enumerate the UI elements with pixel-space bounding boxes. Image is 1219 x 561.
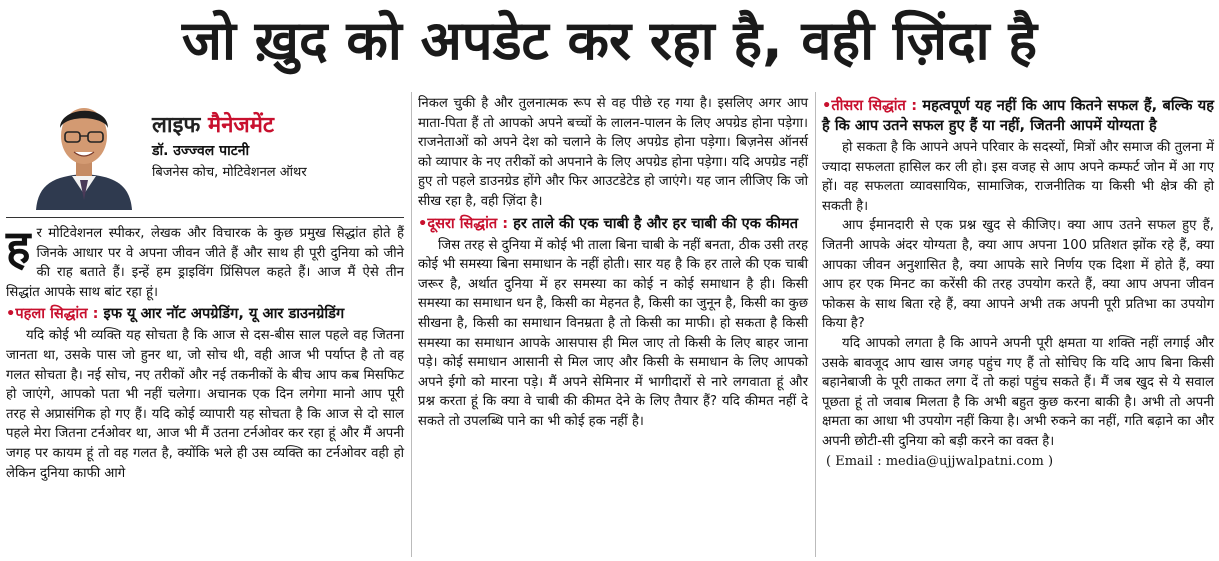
- author-role: बिजनेस कोच, मोटिवेशनल ऑथर: [152, 165, 307, 181]
- author-name: डॉ. उज्ज्वल पाटनी: [152, 142, 250, 159]
- principle-3-paragraph-3: यदि आपको लगता है कि आपने अपनी पूरी क्षमता या शक्ति नहीं लगाई और उसके बावजूद आप खास जगह पहुंच गए हैं तो सोचिए कि यदि आप बिना किसी बहानेबाजी के पूरी ताकत लगा दें तो कहां पहुंच सकते हैं। मैं जब खुद से ये सवाल पूछता हूं तो जवाब मिलता है कि अभी बहुत कुछ करना बाकी है। अभी तो अपनी क्षमता का आधा भी उपयोग नहीं किया है। अभी रुकने का नहीं, गति बढ़ाने का और अपनी छोटी-सी दुनिया को बड़ी करने का वक्त है।: [822, 335, 1214, 449]
- column-divider: [815, 92, 816, 557]
- author-info: [152, 113, 307, 183]
- principle-1-continued: निकल चुकी है और तुलनात्मक रूप से वह पीछे रह गया है। इसलिए अगर आप माता-पिता हैं तो आपको अपने बच्चों के लालन-पालन के लिए अपग्रेड होना पड़ेगा। राजनेताओं को अपने देश को चलाने के लिए अपग्रेड होना पड़ेगा। बिज़नेस ऑनर्स को व्यापार के नए तरीकों को अपनाने के लिए अपग्रेड होना पड़ेगा। यदि अपग्रेड नहीं हुए तो पहले डाउनग्रेड होंगे और फिर आउटडेटेड हो जाएंगे। यह जान लीजिए कि जो सीख रहा है, वही ज़िंदा है।: [418, 96, 808, 209]
- column-1: [6, 92, 404, 483]
- principle-3-paragraph-2: आप ईमानदारी से एक प्रश्न खुद से कीजिए। क्या आप उतने सफल हुए हैं, जितनी आपके अंदर योग्यता है, क्या आप अपना 100 प्रतिशत झोंक रहे हैं, क्या आपका जीवन अनुशासित है, क्या आपके सारे निर्णय एक दिशा में होते हैं, क्या आप हर एक मिनट का करेंसी की तरह उपयोग करते हैं, क्या आप अपना जीवन फोकस के साथ बिता रहे हैं, क्या आपने अभी तक अपनी पूरी प्रतिभा का उपयोग किया है?: [822, 218, 1214, 332]
- column-divider: [411, 92, 412, 557]
- column-title: लाइफ मैनेजमेंट: [152, 113, 274, 138]
- column-2: [418, 94, 808, 432]
- author-email: ( Email : media@ujjwalpatni.com ): [826, 453, 1054, 469]
- principle-2-text: जिस तरह से दुनिया में कोई भी ताला बिना चाबी के नहीं बनता, ठीक उसी तरह कोई भी समस्या बिना समाधान के नहीं होती। सार यह है कि हर ताले की एक चाबी जरूर है, अर्थात दुनिया में हर समस्या का कोई न कोई समाधान है ही। किसी समस्या का समाधान धन है, किसी का मेहनत है, किसी का जुनून है, किसी का कुछ सीखना है, किसी का समाधान विनम्रता है तो किसी का माफी। हो सकता है किसी समस्या का समाधान आपके आसपास ही मिल जाए तो किसी के लिए बाहर जाना पड़े। कोई समाधान आसानी से मिल जाए और किसी के समाधान के लिए आपको अपने ईगो को मारना पड़े। मैं अपने सेमिनार में भागीदारों से नारे लगवाता हूं और प्रश्न करता हूं कि क्या वे चाबी की कीमत देने के लिए तैयार हैं? यदि कीमत नहीं दे सकते तो उपलब्धि पाने का भी कोई हक नहीं है।: [418, 237, 808, 429]
- principle-1-heading: •पहला सिद्धांत : इफ यू आर नॉट अपग्रेडिंग, यू आर डाउनग्रेडिंग: [6, 305, 345, 323]
- drop-cap: ह: [6, 220, 31, 274]
- intro-paragraph: हर मोटिवेशनल स्पीकर, लेखक और विचारक के कुछ प्रमुख सिद्धांत होते हैं जिनके आधार पर वे अपना जीवन जीते हैं और साथ ही पूरी दुनिया को जीने की राह बताते हैं। इन्हें हम ड्राइविंग प्रिंसिपल कहते हैं। आज मैं ऐसे तीन सिद्धांत आपके साथ बांट रहा हूं।: [6, 220, 404, 300]
- principle-3-paragraph-1: हो सकता है कि आपने अपने परिवार के सदस्यों, मित्रों और समाज की तुलना में ज्यादा सफलता हासिल कर ली हो। इस वजह से आप अपने कम्फर्ट जोन में आ गए हों। वह सफलता व्यावसायिक, सामाजिक, राजनीतिक या किसी भी क्षेत्र की हो सकती है।: [822, 140, 1214, 214]
- author-photo: [32, 92, 136, 210]
- headline: जो ख़ुद को अपडेट कर रहा है, वही ज़िंदा है: [181, 9, 1038, 72]
- column-3: [822, 94, 1214, 471]
- author-box: [6, 92, 404, 224]
- principle-1-text: यदि कोई भी व्यक्ति यह सोचता है कि आज से दस-बीस साल पहले वह जितना जानता था, उसके पास जो हुनर था, जो सोच थी, वही आज भी पर्याप्त है तो वह गलत सोचता है। नई सोच, नए तरीकों और नई तकनीकों के बीच आप कब मिसफिट हो जाएंगे, आपको पता भी नहीं चलेगा। अचानक एक दिन लगेगा मानो आप पूरी तरह से अप्रासंगिक हो गए हैं। यदि कोई व्यापारी यह सोचता है कि आज से दो साल पहले मेरा जितना टर्नओवर था, आज भी मैं उतना टर्नओवर कर रहा हूं और मैं अपनी जगह पर कायम हूं तो वह गलत है, क्योंकि भले ही उस व्यक्ति का टर्नओवर वही हो लेकिन दुनिया काफी आगे: [6, 328, 404, 481]
- author-divider: [6, 217, 404, 218]
- principle-3-heading: •तीसरा सिद्धांत : महत्वपूर्ण यह नहीं कि आप कितने सफल हैं, बल्कि यह है कि आप उतने सफल हुए हैं या नहीं, जितनी आपमें योग्यता है: [822, 97, 1214, 134]
- principle-2-heading: •दूसरा सिद्धांत : हर ताले की एक चाबी है और हर चाबी की एक कीमत: [418, 214, 799, 232]
